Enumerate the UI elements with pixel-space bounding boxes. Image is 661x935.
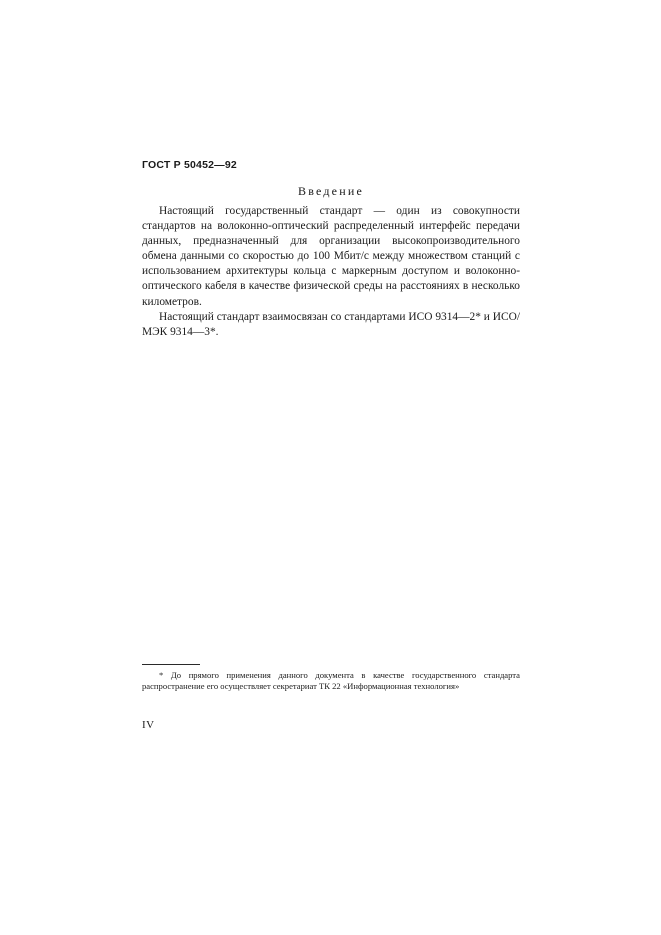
section-title: Введение xyxy=(298,184,364,198)
page-number: IV xyxy=(142,719,155,731)
body-text xyxy=(142,204,520,340)
paragraph-2: Настоящий стандарт взаимосвязан со стандартами ИСО 9314—2* и ИСО/МЭК 9314—3*. xyxy=(142,310,520,338)
footnote: * До прямого применения данного документа в качестве государственного стандарта распространение его осуществляет секретариат ТК 22 «Информационная технология» xyxy=(142,670,520,692)
footnote-separator xyxy=(142,664,200,665)
paragraph-1: Настоящий государственный стандарт — один из совокупности стандартов на волоконно-оптический распределенный интерфейс передачи данных, предназначенный для организации высокопроизводительного обмена данными со скоростью до 100 Мбит/с между множеством станций с использованием архитектуры кольца с маркерным доступом и волоконно-оптического кабеля в качестве физической среды на расстояниях в несколько километров. xyxy=(142,205,520,308)
document-header: ГОСТ Р 50452—92 xyxy=(142,159,237,171)
